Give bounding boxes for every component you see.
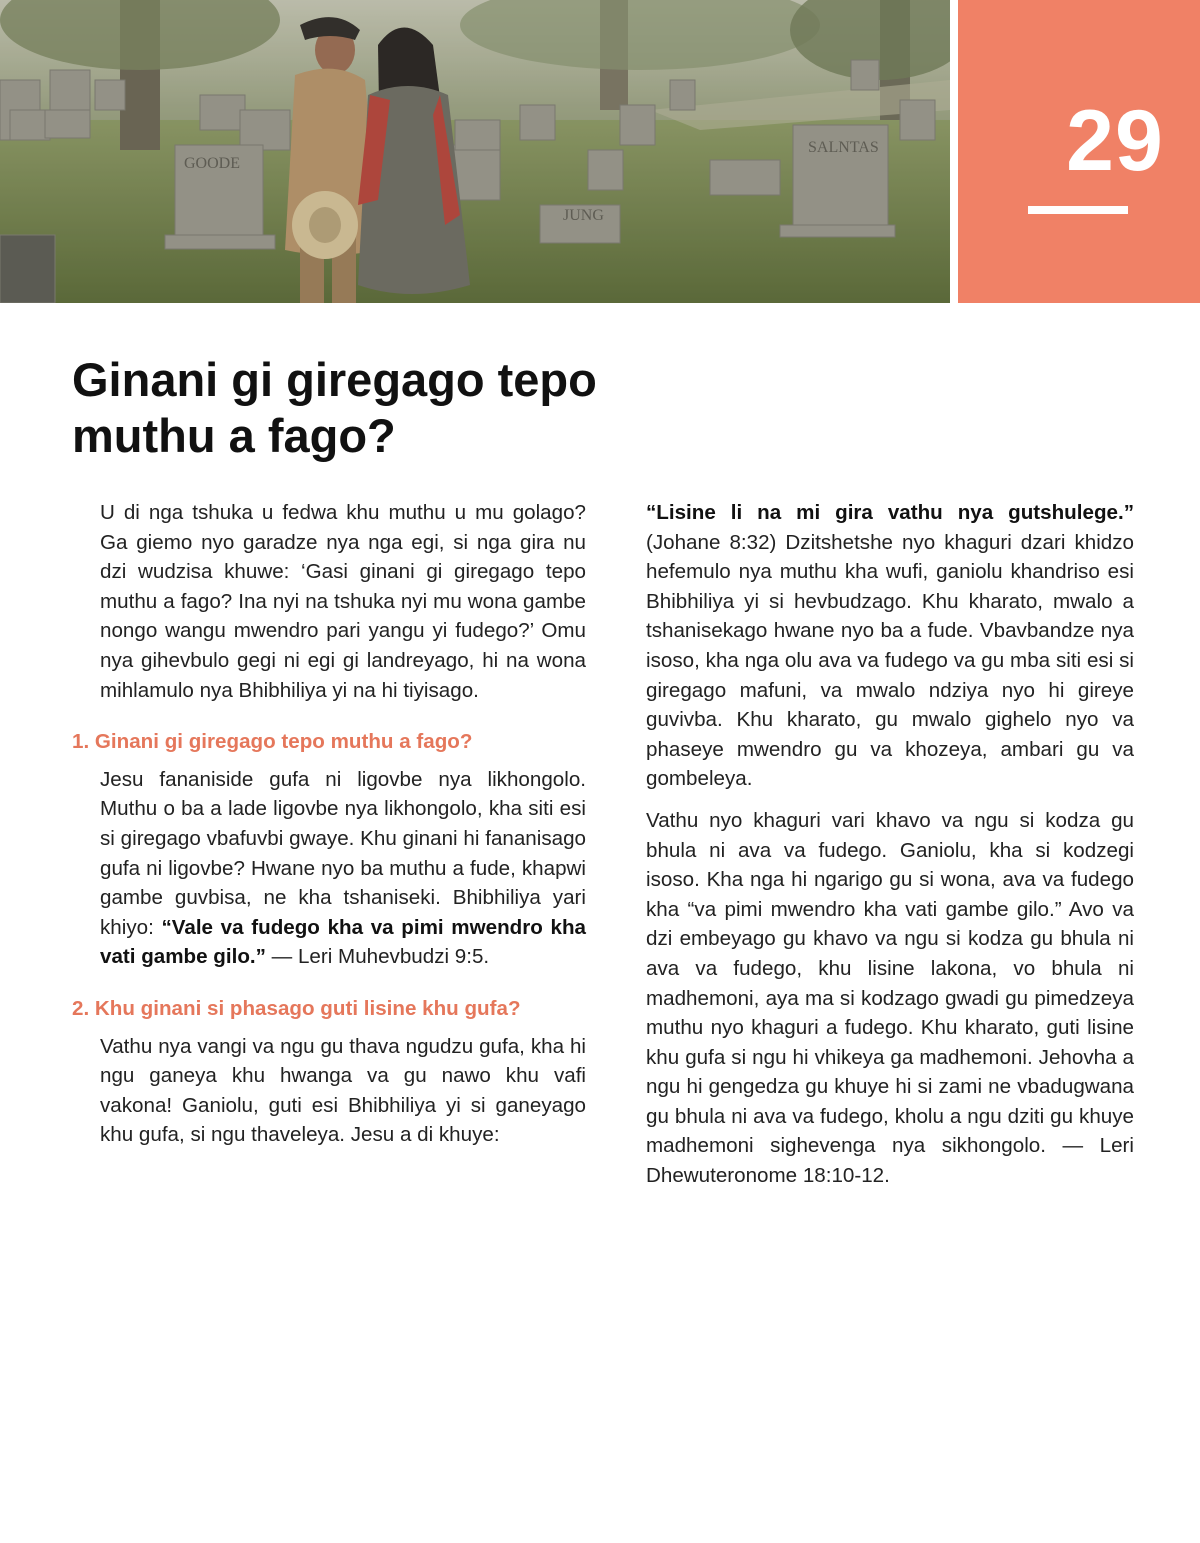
right-column xyxy=(646,498,1134,1203)
cemetery-photo xyxy=(0,0,950,303)
headstone-label: SALNTAS xyxy=(808,139,879,156)
lesson-number-underline xyxy=(1028,206,1128,214)
section-2-text-2: Vathu nyo khaguri vari khavo va ngu si kodza gu bhula ni ava va fudego. Ganiolu, kha si kodzegi isoso. Kha nga hi ngarigo gu si wona, ava va fudego kha “va pimi mwendro kha vati gambe gilo.” Avo va dzi embeyago gu khavo va ngu si kodza gu bhula ni ava va fudego, khu lisine lakona, vo bhula ni madhemoni, aya ma si kodzago gwadi gu pimedzeya muthu nyo khaguri a fudego. Khu kharato, guti lisine khu gufa si ngu hi vhikeya ga madhemoni. Jehovha a ngu hi gengedza gu khuye hi si zami ne vbadugwana gu bhula ni ava va fudego, kholu a ngu dziti gu khuye madhemoni sighevenga nya sikhongolo. xyxy=(646,808,1134,1158)
section-2-quote: “Lisine li na mi gira vathu nya gutshulege.” xyxy=(646,501,1134,524)
question-heading-2: 2. Khu ginani si phasago guti lisine khu gufa? xyxy=(72,996,521,1020)
section-2-text: Vathu nya vangi va ngu gu thava ngudzu gufa, kha hi ngu ganeya khu hwanga va gu nawo khu vafi vakona! Ganiolu, guti esi Bhibhiliya yi si ganeyago khu gufa, si ngu thaveleya. Jesu a di khuye: xyxy=(100,1034,586,1147)
headstone-label: GOODE xyxy=(184,155,240,172)
section-1-quote: “Vale va fudego kha va pimi mwendro kha vati gambe gilo.” xyxy=(100,915,587,969)
page-title: Ginani gi giregago tepo muthu a fago? xyxy=(72,353,597,462)
hero-photo xyxy=(0,0,950,303)
section-1-paragraph xyxy=(100,765,586,972)
section-2-text-cont: (Johane 8:32) Dzitshetshe nyo khaguri dzari khidzo hefemulo nya muthu kha wufi, ganiolu khandriso esi Bhibhiliya yi si hevbudzago. Khu kharato, mwalo a tshanisekago hwane nyo ba a fude. Vbavbandze nya isoso, kha nga olu ava va fudego va gu mba siti esi si giregago mafuni, va mwalo ndziya nyo hi gireye guvivba. Khu kharato, gu mwalo gighelo nyo va phaseye mwendro gu va khozeya, ambari gu va gombeleya. xyxy=(646,530,1134,791)
lesson-number: 29 xyxy=(1066,93,1164,189)
section-2-paragraph-cont xyxy=(646,498,1134,794)
scripture-reference: — Leri Muhevbudzi 9:5. xyxy=(265,945,490,969)
scripture-reference: — Leri Dhewuteronome 18:10-12. xyxy=(646,1134,1134,1188)
question-heading-1: 1. Ginani gi giregago tepo muthu a fago? xyxy=(72,730,473,754)
left-column xyxy=(72,498,586,1150)
lesson-number-badge xyxy=(958,0,1200,303)
section-1-text: Jesu fananiside gufa ni ligovbe nya likhongolo. Muthu o ba a lade ligovbe nya likhongolo, kha siti esi si giregago vbafuvbi gwaye. Khu ginani hi fananisago gufa ni ligovbe? Hwane nyo ba muthu a fude, khapwi gambe guvbisa, ne kha tshaniseki. Bhibhiliya yari khiyo: xyxy=(100,767,586,939)
headstone-label: JUNG xyxy=(563,207,604,224)
intro-paragraph: U di nga tshuka u fedwa khu muthu u mu golago? Ga giemo nyo garadze nya nga egi, si nga gira nu dzi wudzisa khuwe: ‘Gasi ginani gi giregago tepo muthu a fago? Ina nyi na tshuka nyi mu wona gambe nongo wangu mwendro pari yangu yi fudego?’ Omu nya gihevbulo gegi ni egi gi landreyago, hi na wona mihlamulo nya Bhibhiliya yi na hi tiyisago. xyxy=(100,501,586,702)
section-2-paragraph-start xyxy=(100,1032,586,1150)
section-2-paragraph-2 xyxy=(646,806,1134,1191)
